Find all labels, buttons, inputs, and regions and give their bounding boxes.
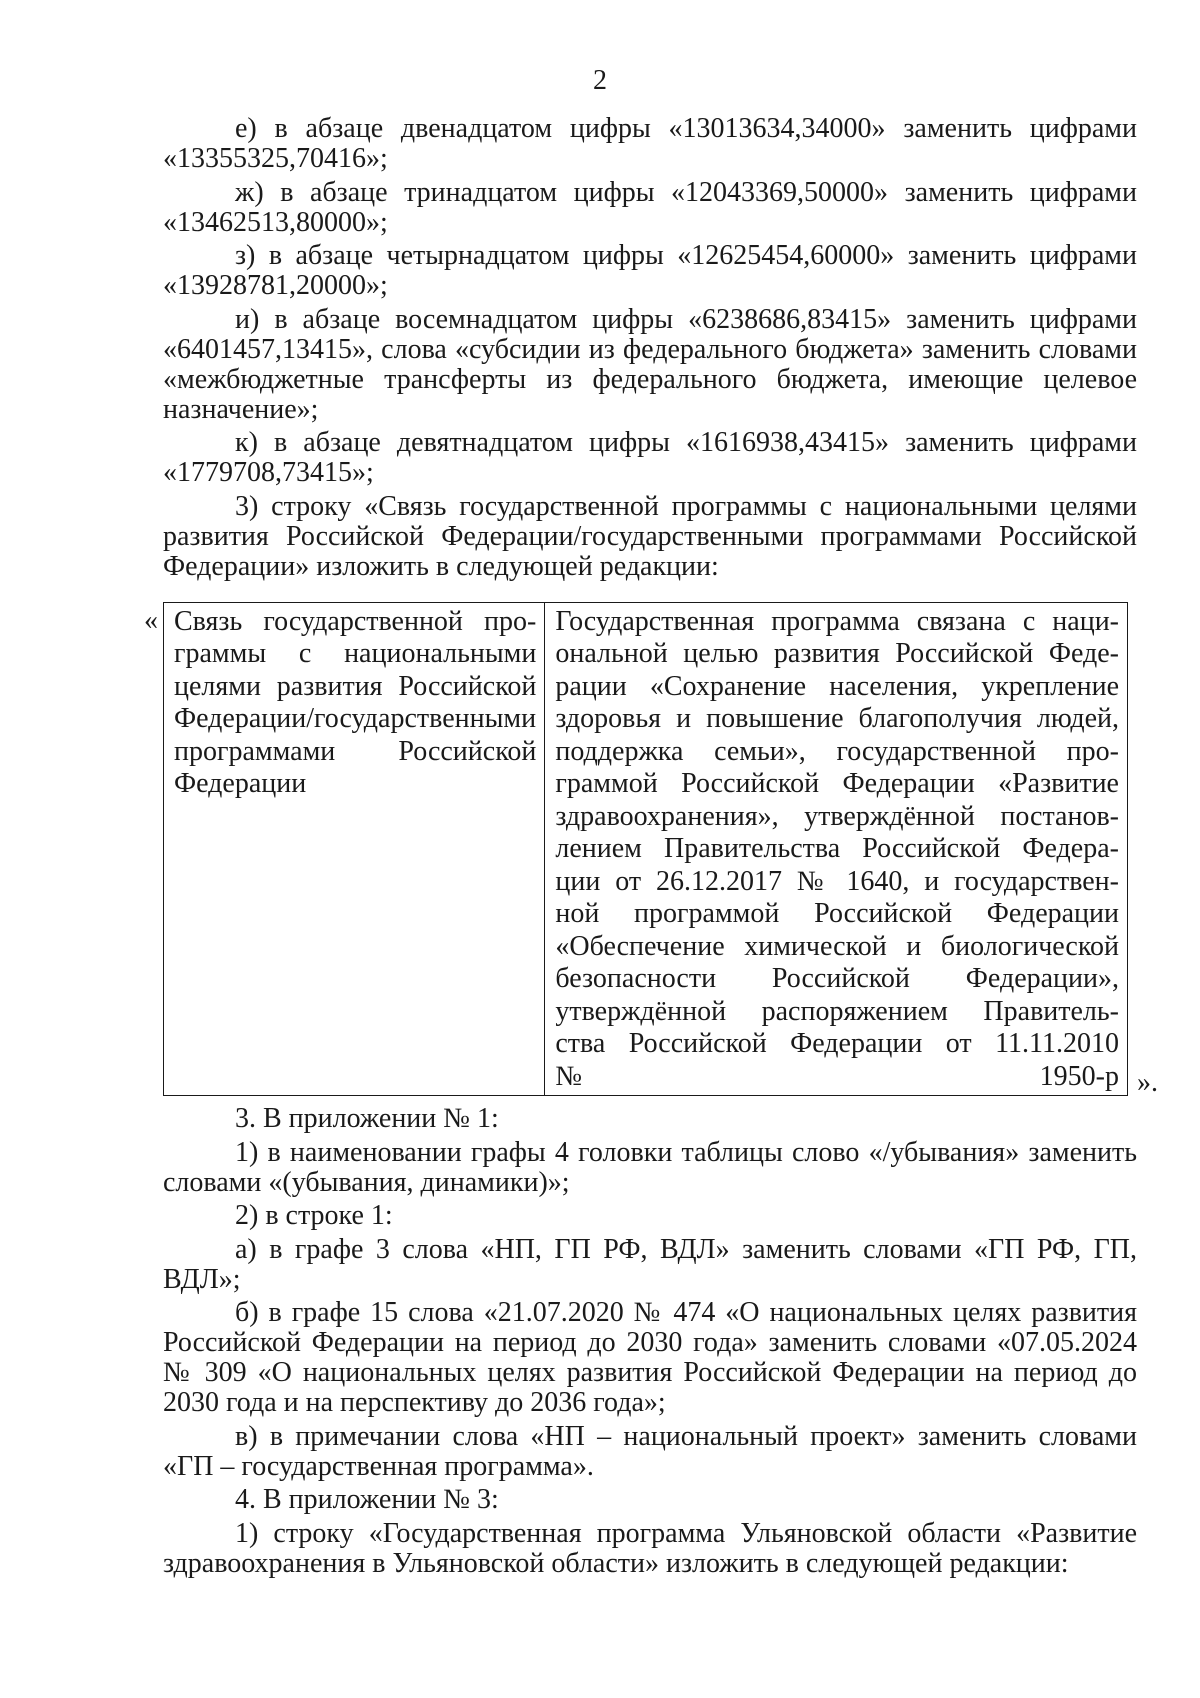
- paragraph-section-3: 3. В приложении № 1:: [235, 1103, 499, 1134]
- right-cell-text: Государственная программа связана с наци- ональной целью развития Российской Феде- рации «Сохранение населения, укрепление здоровья и повышение благополучия людей, поддержка семьи», государственной про- граммой Российской Федерации «Развитие здравоохранения», утверждённой постанов- лением Правительства Российской Федера- ции от 26.12.2017 № 1640, и государствен- ной программой Российской Федерации «Обеспечение химической и биологической безопасности Российской Федерации», утверждённой распоряжением Правитель- ства Российской Федерации от 11.11.2010 № 1950-р: [555, 605, 1119, 1092]
- paragraph-zh: ж) в абзаце тринадцатом цифры «12043369,50000» заменить цифрами «13462513,80000»;: [163, 176, 1137, 238]
- table-cell-right: [545, 602, 1128, 1096]
- page-number: 2: [593, 65, 607, 96]
- document-body: [144, 113, 1158, 1582]
- paragraph-3-2-b: б) в графе 15 слова «21.07.2020 № 474 «О национальных целях развития Российской Федерации на период до 2030 года» заменить словами «07.05.2024 № 309 «О национальных целях развития Российской Федерации на период до 2030 года и на перспективу до 2036 года»;: [163, 1297, 1137, 1418]
- amendment-table-block: [144, 602, 1158, 1098]
- paragraph-z: з) в абзаце четырнадцатом цифры «12625454,60000» заменить цифрами «13928781,20000»;: [163, 240, 1137, 301]
- opening-quote: «: [144, 604, 158, 636]
- paragraph-4-1: 1) строку «Государственная программа Ульяновской области «Развитие здравоохранения в Ульяновской области» изложить в следующей редакции:: [163, 1517, 1137, 1579]
- table-cell-left: [164, 602, 545, 1096]
- table-row: [164, 602, 1128, 1096]
- closing-quote: ».: [1137, 1067, 1158, 1098]
- paragraph-3-2-v: в) в примечании слова «НП – национальный проект» заменить словами «ГП – государственная программа».: [163, 1420, 1137, 1482]
- paragraph-3-2-a: а) в графе 3 слова «НП, ГП РФ, ВДЛ» заменить словами «ГП РФ, ГП, ВДЛ»;: [163, 1233, 1137, 1295]
- paragraph-item-3: 3) строку «Связь государственной программы с национальными целями развития Российской Федерации/государственными программами Российской Федерации» изложить в следующей редакции:: [163, 490, 1137, 582]
- left-cell-text: Связь государственной про- граммы с национальными целями развития Российской Федерации/государственными программами Российской Федерации: [174, 605, 537, 799]
- paragraph-3-1: 1) в наименовании графы 4 головки таблицы слово «/убывания» заменить словами «(убывания, динамики)»;: [163, 1136, 1137, 1198]
- amendment-table: [163, 602, 1128, 1097]
- paragraph-section-4: 4. В приложении № 3:: [235, 1484, 499, 1515]
- paragraph-3-2: 2) в строке 1:: [235, 1200, 393, 1231]
- paragraph-e: е) в абзаце двенадцатом цифры «13013634,34000» заменить цифрами «13355325,70416»;: [163, 113, 1137, 174]
- paragraph-i: и) в абзаце восемнадцатом цифры «6238686,83415» заменить цифрами «6401457,13415», слова «субсидии из федерального бюджета» заменить словами «межбюджетные трансферты из федерального бюджета, имеющие целевое назначение»;: [163, 303, 1137, 425]
- paragraph-k: к) в абзаце девятнадцатом цифры «1616938,43415» заменить цифрами «1779708,73415»;: [163, 427, 1137, 488]
